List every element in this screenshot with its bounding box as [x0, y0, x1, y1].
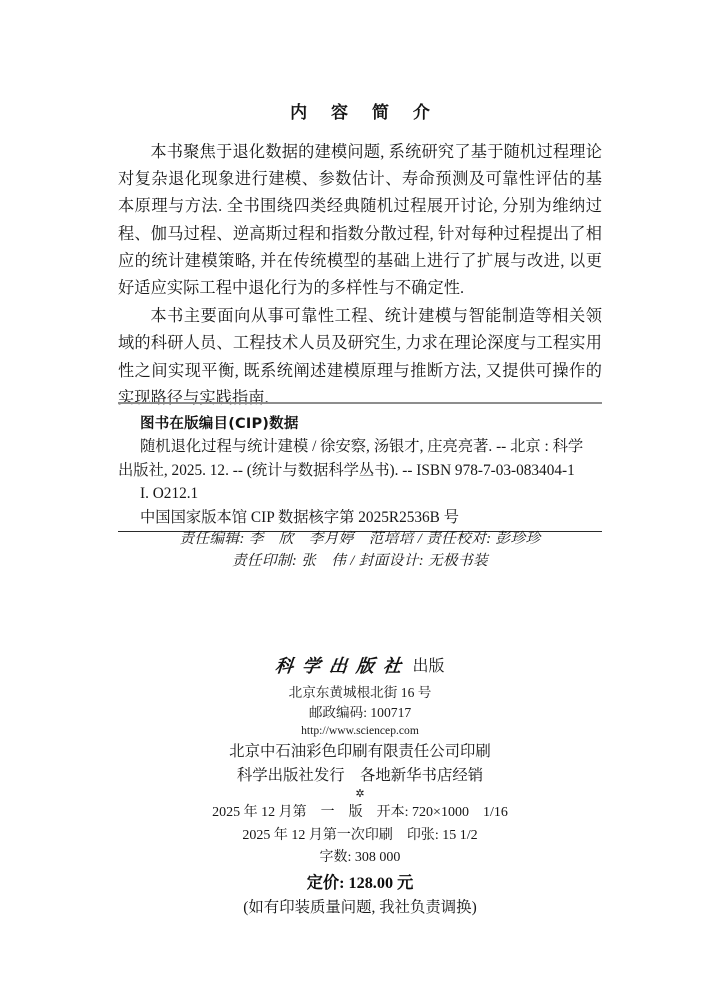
credits-printing-line: 责任印制: 张 伟 / 封面设计: 无极书装: [231, 553, 489, 569]
abstract-section: [118, 98, 602, 412]
publisher-logo-row: [0, 655, 720, 679]
cip-title-line: 随机退化过程与统计建模 / 徐安察, 汤银才, 庄亮亮著. -- 北京 : 科学: [140, 438, 584, 455]
abstract-paragraph-2: 本书主要面向从事可靠性工程、统计建模与智能制造等相关领域的科研人员、工程技术人员及研究生, 力求在理论深度与工程实用性之间实现平衡, 既系统阐述建模原理与推断方法, 又提供可操作的实现路径与实践指南.: [118, 307, 602, 407]
colophon: [0, 655, 720, 920]
cip-heading: 图书在版编目(CIP)数据: [140, 416, 299, 432]
cip-block: [118, 402, 602, 532]
publisher-url: http://www.sciencep.com: [301, 724, 419, 738]
price-line: 定价: 128.00 元: [306, 874, 414, 893]
abstract-title: 内 容 简 介: [290, 103, 439, 123]
printer-line: 北京中石油彩色印刷有限责任公司印刷: [229, 743, 491, 761]
cip-top-rule: [118, 402, 602, 404]
publisher-address: 北京东黄城根北街 16 号: [288, 685, 432, 701]
publisher-postcode: 邮政编码: 100717: [308, 704, 412, 720]
cip-classification-line: I. O212.1: [140, 485, 199, 502]
print-specs: [0, 802, 720, 869]
quality-notice: (如有印装质量问题, 我社负责调换): [243, 899, 477, 917]
abstract-paragraph-1: 本书聚焦于退化数据的建模问题, 系统研究了基于随机过程理论对复杂退化现象进行建模、参数估计、寿命预测及可靠性评估的基本原理与方法. 全书围绕四类经典随机过程展开讨论, 分别为维纳过程、伽马过程、逆高斯过程和指数分散过程, 针对每种过程提出了相应的统计建模策略, 并在传统模型的基础上进行了扩展与改进, 以更好适应实际工程中退化行为的多样性与不确定性.: [118, 143, 602, 298]
cip-isbn-line: 出版社, 2025. 12. -- (统计与数据科学丛书). -- ISBN 978-7-03-083404-1: [118, 461, 575, 479]
printing-row: [0, 825, 720, 848]
distribution-line: 科学出版社发行 各地新华书店经销: [236, 767, 484, 785]
editorial-credits: [118, 528, 602, 572]
edition-row: [0, 802, 720, 825]
edition-label: 2025 年 12 月第 一 版: [212, 805, 363, 821]
cip-record-number-line: 中国国家版本馆 CIP 数据核字第 2025R2536B 号: [140, 508, 459, 526]
word-count: 字数: 308 000: [319, 850, 401, 866]
publisher-suffix: 出版: [412, 658, 445, 676]
credits-editor-line: 责任编辑: 李 欣 李月婷 范培培 / 责任校对: 彭珍珍: [179, 531, 541, 547]
printing-label: 2025 年 12 月第一次印刷: [242, 827, 393, 843]
star-separator-icon: ✲: [355, 788, 365, 801]
format-label: 开本: 720×1000 1/16: [376, 805, 508, 821]
sheets-label: 印张: 15 1/2: [406, 827, 478, 843]
publisher-logo: 科学出版社: [274, 656, 412, 678]
